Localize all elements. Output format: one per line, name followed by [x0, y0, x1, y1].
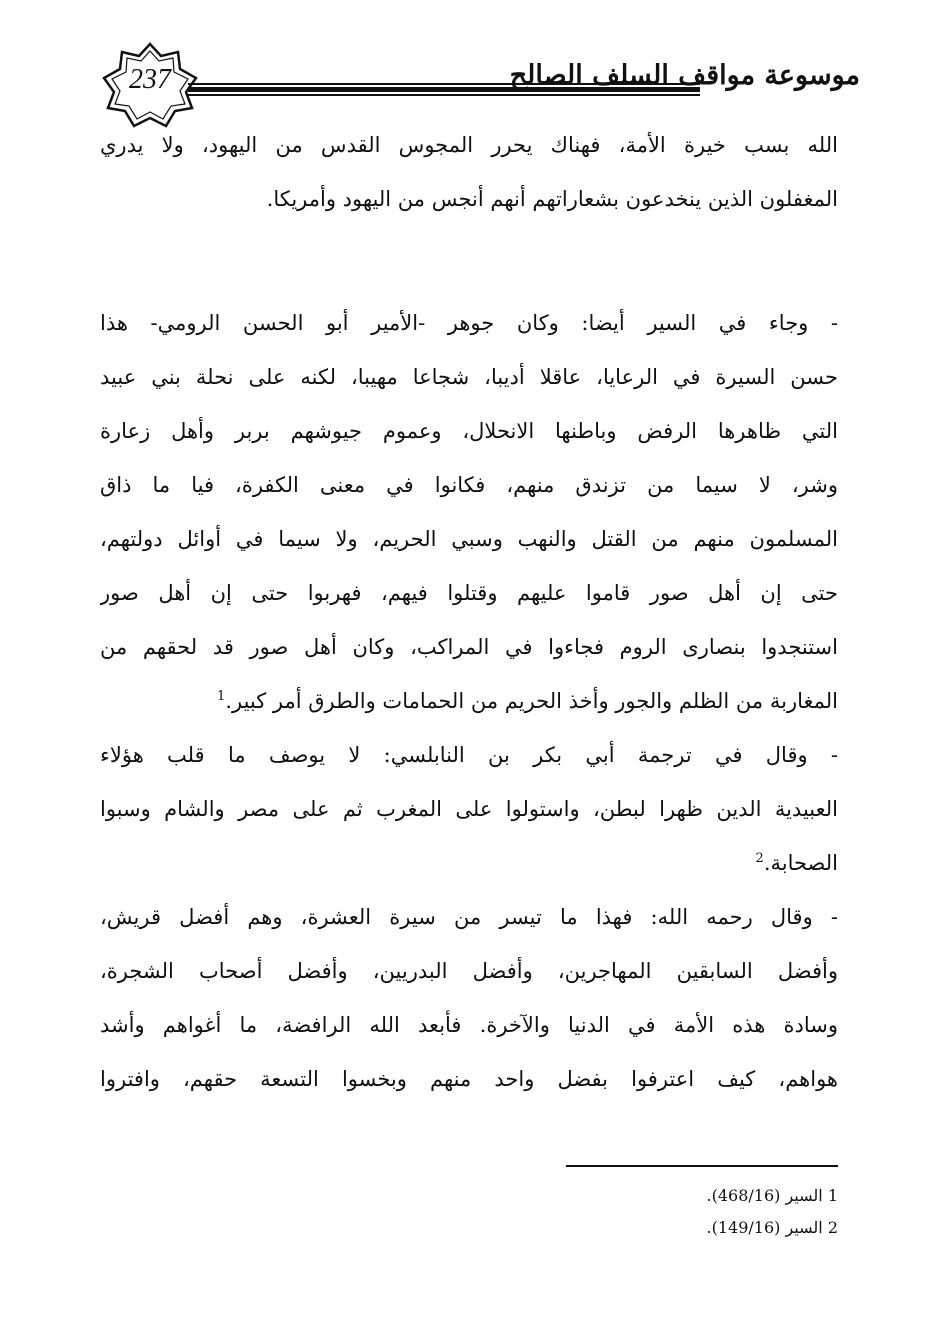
footnote-separator: [566, 1165, 838, 1167]
text-line: حتى إن أهل صور قاموا عليهم وقتلوا فيهم، فهربوا حتى إن أهل صور: [100, 581, 838, 605]
footnote: [500, 1180, 838, 1212]
text-line: هواهم، كيف اعترفوا بفضل واحد منهم وبخسوا التسعة حقهم، وافتروا: [100, 1067, 838, 1091]
text-line: المغفلون الذين ينخدعون بشعاراتهم أنهم أنجس من اليهود وأمريكا.: [266, 187, 838, 211]
footnote-source: السير: [785, 1218, 823, 1237]
text-line: استنجدوا بنصارى الروم فجاءوا في المراكب، وكان أهل صور قد لحقهم من: [100, 635, 838, 659]
text-line: العبيدية الدين ظهرا لبطن، واستولوا على المغرب ثم على مصر والشام وسبوا: [100, 797, 838, 821]
text-line: - وجاء في السير أيضا: وكان جوهر -الأمير أبو الحسن الرومي- هذا: [100, 311, 838, 335]
text-line: وأفضل السابقين المهاجرين، وأفضل البدريين، وأفضل أصحاب الشجرة،: [100, 959, 838, 983]
text-line: [100, 674, 838, 728]
paragraph: [100, 296, 838, 728]
main-text: [100, 118, 838, 1106]
text-line: حسن السيرة في الرعايا، عاقلا أديبا، شجاعا مهيبا، لكنه على نحلة بني عبيد: [100, 365, 838, 389]
text-line: المسلمون منهم من القتل والنهب وسبي الحريم، ولا سيما في أوائل دولتهم،: [100, 527, 838, 551]
paragraph: [100, 118, 838, 226]
book-title: موسوعة مواقف السلف الصالح: [509, 60, 860, 91]
text-line: وشر، لا سيما من تزندق منهم، فكانوا في معنى الكفرة، فيا ما ذاق: [100, 473, 838, 497]
footnote-reference: (468/16).: [706, 1186, 781, 1205]
footnote-ref: 2: [755, 851, 764, 866]
header-rule: [188, 94, 700, 96]
footnote-number: 2: [827, 1218, 838, 1237]
paragraph: [100, 728, 838, 890]
text-line: - وقال في ترجمة أبي بكر بن النابلسي: لا يوصف ما قلب هؤلاء: [100, 743, 838, 767]
paragraph: [100, 890, 838, 1106]
text-line: الله بسب خيرة الأمة، فهناك يحرر المجوس القدس من اليهود، ولا يدري: [100, 133, 838, 157]
footnote-reference: (149/16).: [706, 1218, 781, 1237]
text-line: - وقال رحمه الله: فهذا ما تيسر من سيرة العشرة، وهم أفضل قريش،: [100, 905, 838, 929]
footnote-ref: 1: [217, 689, 226, 704]
text-line: التي ظاهرها الرفض وباطنها الانحلال، وعموم جيوشهم بربر وأهل زعارة: [100, 419, 838, 443]
footnote-source: السير: [785, 1186, 823, 1205]
text-line: [100, 836, 838, 890]
footnote-number: 1: [827, 1186, 838, 1205]
footnote: [500, 1212, 838, 1244]
page-header: [100, 40, 860, 130]
line-text: الصحابة.: [763, 851, 838, 875]
page-number: 237: [129, 64, 171, 95]
text-line: وسادة هذه الأمة في الدنيا والآخرة. فأبعد الله الرافضة، ما أغواهم وأشد: [100, 1013, 838, 1037]
line-text: المغاربة من الظلم والجور وأخذ الحريم من الحمامات والطرق أمر كبير.: [225, 689, 838, 713]
footnotes: [500, 1180, 838, 1244]
